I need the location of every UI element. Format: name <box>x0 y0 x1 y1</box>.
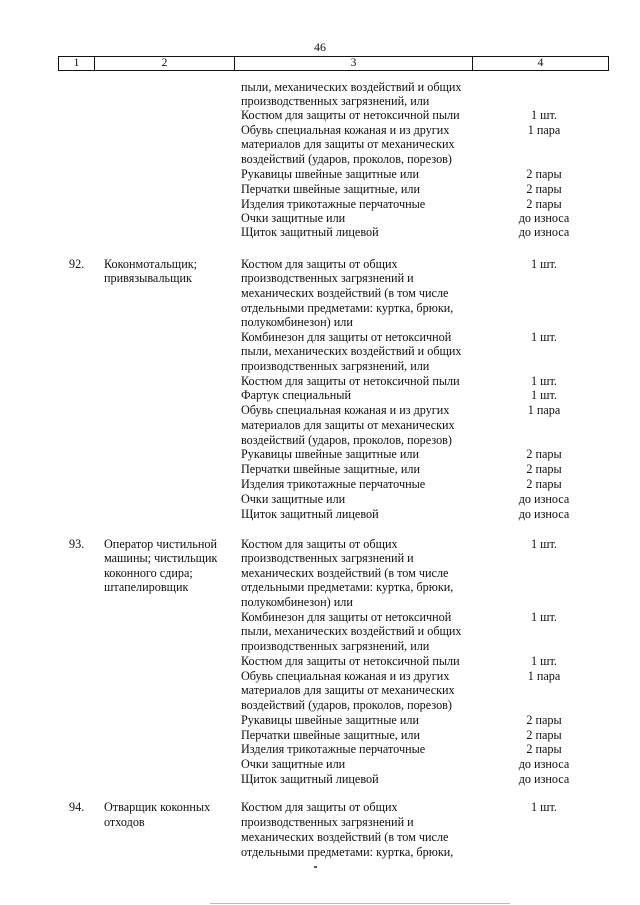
item-line: Костюм для защиты от нетоксичной пыли <box>241 374 460 388</box>
item-line: Щиток защитный лицевой <box>241 225 379 239</box>
item-line: производственных загрязнений, или <box>241 359 430 373</box>
norm-value: 1 шт. <box>531 374 557 388</box>
item-line: Перчатки швейные защитные, или <box>241 462 421 476</box>
norm-value: до износа <box>518 757 570 771</box>
item-line: Костюм для защиты от общих <box>241 257 398 271</box>
scan-dash-line <box>210 903 510 904</box>
norm-value: 1 шт. <box>531 257 557 271</box>
item-line: производственных загрязнений и <box>241 551 414 565</box>
item-line: воздействий (ударов, проколов, порезов) <box>241 433 452 447</box>
item-line: производственных загрязнений, или <box>241 639 430 653</box>
page-number: 46 <box>314 40 326 54</box>
item-line: Костюм для защиты от нетоксичной пыли <box>241 654 460 668</box>
norm-value: 1 пара <box>527 123 561 137</box>
column-header-2: 2 <box>95 57 235 71</box>
column-header-3: 3 <box>235 57 473 71</box>
item-line: отдельными предметами: куртка, брюки, <box>241 301 454 315</box>
norm-value: 2 пары <box>526 477 562 491</box>
norm-value: 1 шт. <box>531 610 557 624</box>
item-line: Очки защитные или <box>241 492 346 506</box>
profession-title: отходов <box>104 815 145 829</box>
profession-title: штапелировщик <box>104 580 189 594</box>
norm-value: 2 пары <box>526 447 562 461</box>
item-line: материалов для защиты от механических <box>241 418 455 432</box>
profession-title: Отварщик коконных <box>104 800 211 814</box>
norm-value: 2 пары <box>526 182 562 196</box>
item-line: воздействий (ударов, проколов, порезов) <box>241 698 452 712</box>
norm-value: до износа <box>518 492 570 506</box>
item-line: Костюм для защиты от нетоксичной пыли <box>241 108 460 122</box>
item-line: Щиток защитный лицевой <box>241 507 379 521</box>
item-line: механических воздействий (в том числе <box>241 286 449 300</box>
item-line: Обувь специальная кожаная и из других <box>241 123 450 137</box>
item-line: Комбинезон для защиты от нетоксичной <box>241 330 452 344</box>
norm-value: до износа <box>518 211 570 225</box>
item-line: отдельными предметами: куртка, брюки, <box>241 580 454 594</box>
item-line: полукомбинезон) или <box>241 595 353 609</box>
item-line: Перчатки швейные защитные, или <box>241 728 421 742</box>
norm-value: 1 шт. <box>531 537 557 551</box>
item-line: Костюм для защиты от общих <box>241 800 398 814</box>
norm-value: 2 пары <box>526 462 562 476</box>
item-line: Рукавицы швейные защитные или <box>241 713 419 727</box>
entry-number: 93. <box>69 537 85 551</box>
column-header-4: 4 <box>473 57 609 71</box>
item-line: пыли, механических воздействий и общих <box>241 80 462 94</box>
norm-value: 1 шт. <box>531 330 557 344</box>
norm-value: 2 пары <box>526 197 562 211</box>
profession-title: машины; чистильщик <box>104 551 218 565</box>
item-line: Перчатки швейные защитные, или <box>241 182 421 196</box>
entry-number: 92. <box>69 257 85 271</box>
column-header-table <box>58 56 609 71</box>
item-line: Фартук специальный <box>241 388 351 402</box>
item-line: Рукавицы швейные защитные или <box>241 447 419 461</box>
item-line: Обувь специальная кожаная и из других <box>241 669 450 683</box>
norm-value: до износа <box>518 225 570 239</box>
norm-value: 1 пара <box>527 403 561 417</box>
item-line: производственных загрязнений и <box>241 815 414 829</box>
entry-number: 94. <box>69 800 85 814</box>
norm-value: 1 пара <box>527 669 561 683</box>
item-line: производственных загрязнений, или <box>241 94 430 108</box>
item-line: отдельными предметами: куртка, брюки, <box>241 845 454 859</box>
norm-value: 1 шт. <box>531 654 557 668</box>
scan-mark <box>314 866 317 868</box>
item-line: механических воздействий (в том числе <box>241 830 449 844</box>
item-line: Изделия трикотажные перчаточные <box>241 197 426 211</box>
norm-value: 1 шт. <box>531 800 557 814</box>
item-line: материалов для защиты от механических <box>241 137 455 151</box>
item-line: Изделия трикотажные перчаточные <box>241 742 426 756</box>
norm-value: 2 пары <box>526 167 562 181</box>
profession-title: привязывальщик <box>104 271 192 285</box>
norm-value: 1 шт. <box>531 388 557 402</box>
item-line: Щиток защитный лицевой <box>241 772 379 786</box>
item-line: механических воздействий (в том числе <box>241 566 449 580</box>
profession-title: Оператор чистильной <box>104 537 218 551</box>
item-line: производственных загрязнений и <box>241 271 414 285</box>
item-line: полукомбинезон) или <box>241 315 353 329</box>
norm-value: до износа <box>518 507 570 521</box>
norm-value: 2 пары <box>526 713 562 727</box>
item-line: пыли, механических воздействий и общих <box>241 344 462 358</box>
profession-title: коконного сдира; <box>104 566 193 580</box>
norm-value: 1 шт. <box>531 108 557 122</box>
item-line: Рукавицы швейные защитные или <box>241 167 419 181</box>
item-line: Комбинезон для защиты от нетоксичной <box>241 610 452 624</box>
item-line: Очки защитные или <box>241 757 346 771</box>
item-line: Костюм для защиты от общих <box>241 537 398 551</box>
item-line: воздействий (ударов, проколов, порезов) <box>241 152 452 166</box>
item-line: пыли, механических воздействий и общих <box>241 624 462 638</box>
item-line: Обувь специальная кожаная и из других <box>241 403 450 417</box>
item-line: Очки защитные или <box>241 211 346 225</box>
profession-title: Коконмотальщик; <box>104 257 198 271</box>
norm-value: до износа <box>518 772 570 786</box>
norm-value: 2 пары <box>526 728 562 742</box>
column-header-1: 1 <box>59 57 95 71</box>
item-line: материалов для защиты от механических <box>241 683 455 697</box>
norm-value: 2 пары <box>526 742 562 756</box>
item-line: Изделия трикотажные перчаточные <box>241 477 426 491</box>
